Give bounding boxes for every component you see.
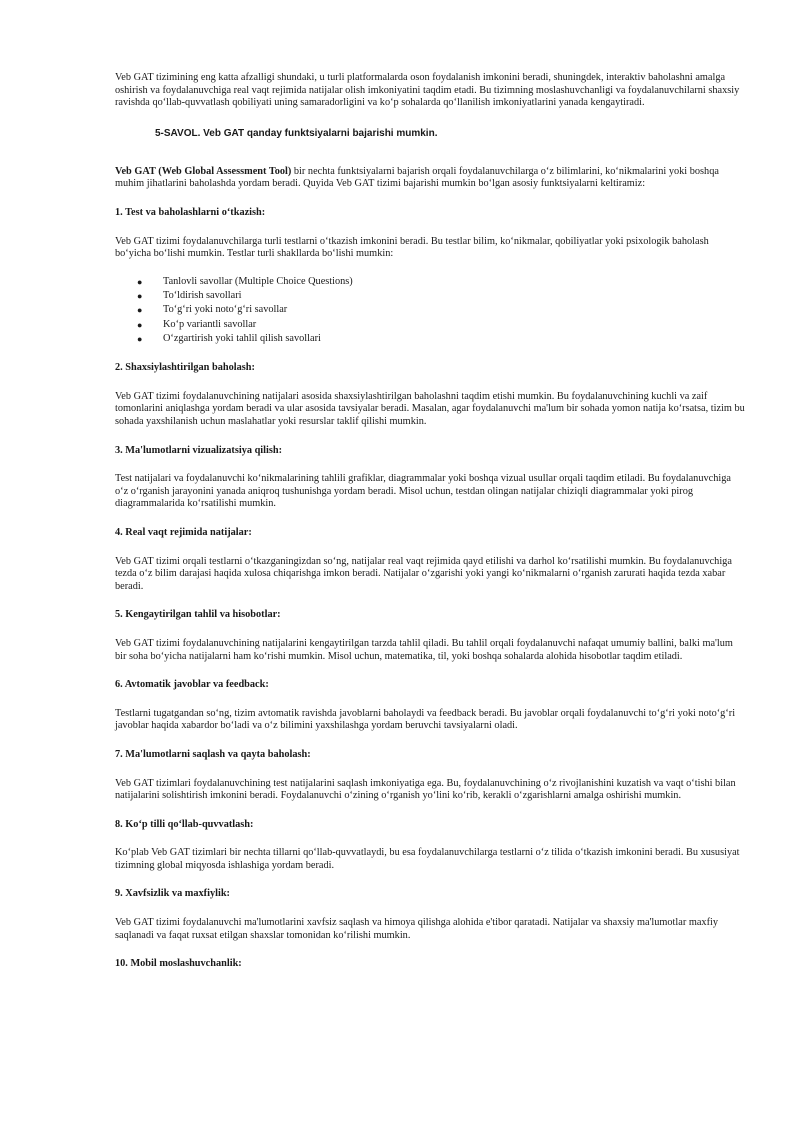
list-item-text: To‘g‘ri yoki noto‘g‘ri savollar (163, 304, 288, 316)
list-item-text: Tanlovli savollar (Multiple Choice Questions) (163, 275, 353, 287)
section-heading: 2. Shaxsiylashtirilgan baholash: (115, 362, 255, 374)
section-body: Veb GAT tizimi foydalanuvchining natijalarini kengaytirilgan tarzda tahlil qiladi. Bu tahlil orqali foydalanuvchi nafaqat umumiy ballini, balki ma'lum bir soha bo‘yicha natijalarni ham ko‘rishi mumkin. Misol uchun, matematika, til, yoki boshqa sohalarda alohida hisobotlar taqdim etiladi. (115, 637, 733, 662)
section-heading: 8. Ko‘p tilli qo‘llab-quvvatlash: (115, 818, 254, 830)
list-item (115, 275, 745, 289)
section-heading: 9. Xavfsizlik va maxfiylik: (115, 888, 230, 900)
lead-paragraph (115, 166, 745, 191)
section-body: Testlarni tugatgandan so‘ng, tizim avtomatik ravishda javoblarni baholaydi va feedback beradi. Bu javoblar orqali foydalanuvchi to‘g‘ri yoki noto‘g‘ri javoblar haqida xabardor bo‘ladi va o‘z bilimini yaxshilashga yordam beruvchi tavsiyalarni oladi. (115, 707, 736, 732)
lead-text: bir nechta funktsiyalarni bajarish orqali foydalanuvchilarga o‘z bilimlarini, ko‘nikmalarini yoki boshqa muhim jihatlarini baholashda yordam beradi. Quyida Veb GAT tizimi bajarishi mumkin bo‘lgan asosiy funktsiyalarni keltiramiz: (115, 165, 719, 190)
section-10 (115, 958, 745, 971)
section-7 (115, 749, 745, 803)
list-item-text: O‘zgartirish yoki tahlil qilish savollari (163, 332, 321, 344)
section-heading: 3. Ma'lumotlarni vizualizatsiya qilish: (115, 444, 283, 456)
section-heading: 5. Kengaytirilgan tahlil va hisobotlar: (115, 609, 281, 621)
section-8 (115, 819, 745, 873)
bullet-icon: ● (137, 305, 143, 316)
list-item (115, 332, 745, 346)
section-heading: 1. Test va baholashlarni o‘tkazish: (115, 206, 266, 218)
list-item (115, 318, 745, 332)
section-heading: 7. Ma'lumotlarni saqlash va qayta baholash: (115, 748, 311, 760)
section-body: Veb GAT tizimi foydalanuvchining natijalari asosida shaxsiylashtirilgan baholashni taqdim etishi mumkin. Bu foydalanuvchining kuchli va zaif tomonlarini aniqlashga yordam beradi va ular asosida tavsiyalar beradi. Masalan, agar foydalanuvchi ma'lum bir sohada yomon natija ko‘rsatsa, tizim bu sohada yaxshilanish uchun maslahatlar yoki resurslar taklif qilishi mumkin. (115, 390, 745, 428)
section-4 (115, 527, 745, 593)
list-item (115, 303, 745, 317)
section-3 (115, 445, 745, 511)
lead-bold-term: Veb GAT (Web Global Assessment Tool) (115, 165, 292, 177)
section-5 (115, 609, 745, 663)
list-item-text: To‘ldirish savollari (163, 290, 242, 302)
section-body: Test natijalari va foydalanuvchi ko‘nikmalarining tahlili grafiklar, diagrammalar yoki boshqa vizual usullar orqali taqdim etiladi. Bu foydalanuvchiga o‘z o‘rganish jarayonini yanada aniqroq tushunishga yordam beradi. Misol uchun, testdan olingan natijalar chiziqli diagrammalar yoki pirog diagrammalarida ko‘rsatilishi mumkin. (115, 473, 731, 510)
section-body: Veb GAT tizimlari foydalanuvchining test natijalarini saqlash imkoniyatiga ega. Bu, foydalanuvchining o‘z rivojlanishini kuzatish va vaqt o‘tishi bilan natijalarini solishtirish imkonini beradi. Foydalanuvchi o‘zining o‘rganish yo‘lini ko‘rib, kerakli o‘zgarishlarni amalga oshirishi mumkin. (115, 777, 736, 802)
section-1 (115, 207, 745, 346)
bullet-icon: ● (137, 291, 143, 302)
question-heading: 5-SAVOL. Veb GAT qanday funktsiyalarni bajarishi mumkin. (155, 127, 438, 139)
bullet-icon: ● (137, 276, 143, 287)
section-body: Veb GAT tizimi foydalanuvchi ma'lumotlarini xavfsiz saqlash va himoya qilishga alohida e'tibor qaratadi. Natijalar va shaxsiy ma'lumotlar maxfiy saqlanadi va faqat ruxsat etilgan shaxslar tomonidan ko‘rilishi mumkin. (115, 917, 719, 941)
section-heading: 10. Mobil moslashuvchanlik: (115, 958, 242, 970)
section-6 (115, 679, 745, 733)
section-9 (115, 888, 745, 942)
list-item-text: Ko‘p variantli savollar (163, 318, 257, 330)
test-types-list (115, 275, 745, 346)
section-heading: 6. Avtomatik javoblar va feedback: (115, 679, 269, 691)
section-body: Veb GAT tizimi orqali testlarni o‘tkazganingizdan so‘ng, natijalar real vaqt rejimida qayd etilishi va darhol ko‘rsatilishi mumkin. Bu foydalanuvchiga tezda o‘z bilim darajasi haqida xulosa chiqarishga imkon beradi. Natijalar o‘zgarishi yoki yangi ko‘nikmalarni o‘rganish zarurati haqida tezda xabar beradi. (115, 555, 732, 592)
section-body: Veb GAT tizimi foydalanuvchilarga turli testlarni o‘tkazish imkonini beradi. Bu testlar bilim, ko‘nikmalar, qobiliyatlar yoki psixologik baholash bo‘yicha bo‘lishi mumkin. Testlar turli shakllarda bo‘lishi mumkin: (115, 235, 709, 260)
section-body: Ko‘plab Veb GAT tizimlari bir nechta tillarni qo‘llab-quvvatlaydi, bu esa foydalanuvchilarga testlarni o‘z tilida o‘tkazish imkonini beradi. Bu xususiyat tizimning global miqyosda ishlashiga yordam beradi. (115, 847, 740, 871)
section-2 (115, 362, 745, 428)
bullet-icon: ● (137, 319, 143, 330)
bullet-icon: ● (137, 333, 143, 344)
intro-paragraph: Veb GAT tizimining eng katta afzalligi shundaki, u turli platformalarda oson foydalanish imkonini beradi, shuningdek, interaktiv baholashni amalga oshirish va foydalanuvchiga real vaqt rejimida natijalar olish imkoniyatini taqdim etadi. Bu tizimning moslashuvchanligi va foydalanuvchilarni shaxsiy ravishda qo‘llab-quvvatlash qobiliyati uning samaradorligini va ko‘p sohalarda qo‘llanilish imkoniyatlarini yanada kengaytiradi. (115, 72, 740, 109)
list-item (115, 289, 745, 303)
section-heading: 4. Real vaqt rejimida natijalar: (115, 526, 252, 538)
document-body (115, 72, 745, 987)
